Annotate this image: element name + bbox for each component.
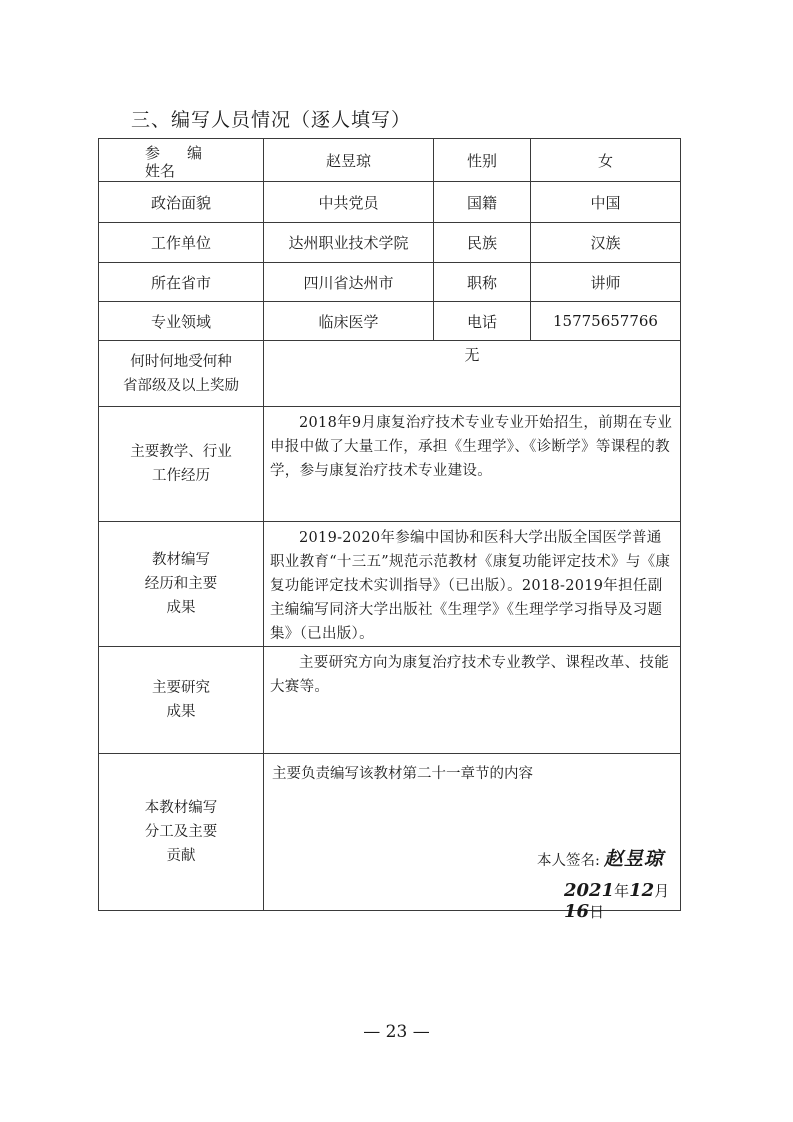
experience-label: 主要教学、行业 工作经历 — [99, 407, 264, 522]
gender-label: 性别 — [434, 139, 531, 182]
employer-value: 达州职业技术学院 — [264, 223, 434, 263]
nationality-value: 中国 — [531, 182, 681, 223]
phone-label: 电话 — [434, 302, 531, 341]
title-label: 职称 — [434, 263, 531, 302]
name-label-cell — [99, 139, 264, 182]
row-research — [99, 647, 681, 754]
row-experience — [99, 407, 681, 522]
political-label: 政治面貌 — [99, 182, 264, 223]
row-contribution — [99, 754, 681, 911]
nationality-label: 国籍 — [434, 182, 531, 223]
date-day: 16 — [564, 901, 590, 922]
award-label: 何时何地受何种 省部级及以上奖励 — [99, 341, 264, 407]
textbook-label: 教材编写 经历和主要 成果 — [99, 522, 264, 647]
row-province — [99, 263, 681, 302]
row-textbook — [99, 522, 681, 647]
page-number: — 23 — — [363, 1022, 430, 1042]
row-employer — [99, 223, 681, 263]
role-label: 参 编 — [145, 144, 209, 162]
row-political — [99, 182, 681, 223]
contribution-text: 主要负责编写该教材第二十一章节的内容 — [272, 766, 533, 782]
signature-line — [537, 844, 664, 871]
signature-date: 2021年12月16日 — [564, 880, 670, 922]
author-info-table — [98, 138, 681, 922]
signature-label: 本人签名: — [537, 853, 600, 869]
province-label: 所在省市 — [99, 263, 264, 302]
award-cell — [264, 341, 681, 407]
field-value: 临床医学 — [264, 302, 434, 341]
row-name — [99, 139, 681, 182]
date-year: 2021 — [564, 880, 615, 901]
ethnicity-label: 民族 — [434, 223, 531, 263]
row-award — [99, 341, 681, 407]
contribution-label: 本教材编写 分工及主要 贡献 — [99, 754, 264, 911]
research-text: 主要研究方向为康复治疗技术专业教学、课程改革、技能大赛等。 — [264, 647, 681, 754]
ethnicity-value: 汉族 — [531, 223, 681, 263]
textbook-text: 2019-2020年参编中国协和医科大学出版全国医学普通职业教育“十三五”规范示范教材《康复功能评定技术》与《康复功能评定技术实训指导》（已出版）。2018-2019年担任副主编编写同济大学出版社《生理学》《生理学学习指导及习题集》（已出版）。 — [264, 522, 681, 647]
research-label: 主要研究 成果 — [99, 647, 264, 754]
contribution-cell — [264, 754, 681, 922]
employer-label: 工作单位 — [99, 223, 264, 263]
political-value: 中共党员 — [264, 182, 434, 223]
experience-text: 2018年9月康复治疗技术专业专业开始招生，前期在专业申报中做了大量工作，承担《生理学》、《诊断学》等课程的教学，参与康复治疗技术专业建设。 — [264, 407, 681, 522]
name-label: 姓名 — [145, 162, 176, 180]
award-value: 无 — [464, 346, 480, 364]
date-month: 12 — [629, 880, 655, 901]
title-value: 讲师 — [531, 263, 681, 302]
row-field — [99, 302, 681, 341]
field-label: 专业领域 — [99, 302, 264, 341]
handwritten-signature: 赵昱琼 — [603, 848, 664, 870]
name-value: 赵昱琼 — [264, 139, 434, 182]
section-title: 三、编写人员情况（逐人填写） — [131, 109, 412, 131]
gender-value: 女 — [531, 139, 681, 182]
province-value: 四川省达州市 — [264, 263, 434, 302]
phone-value: 15775657766 — [531, 302, 681, 341]
